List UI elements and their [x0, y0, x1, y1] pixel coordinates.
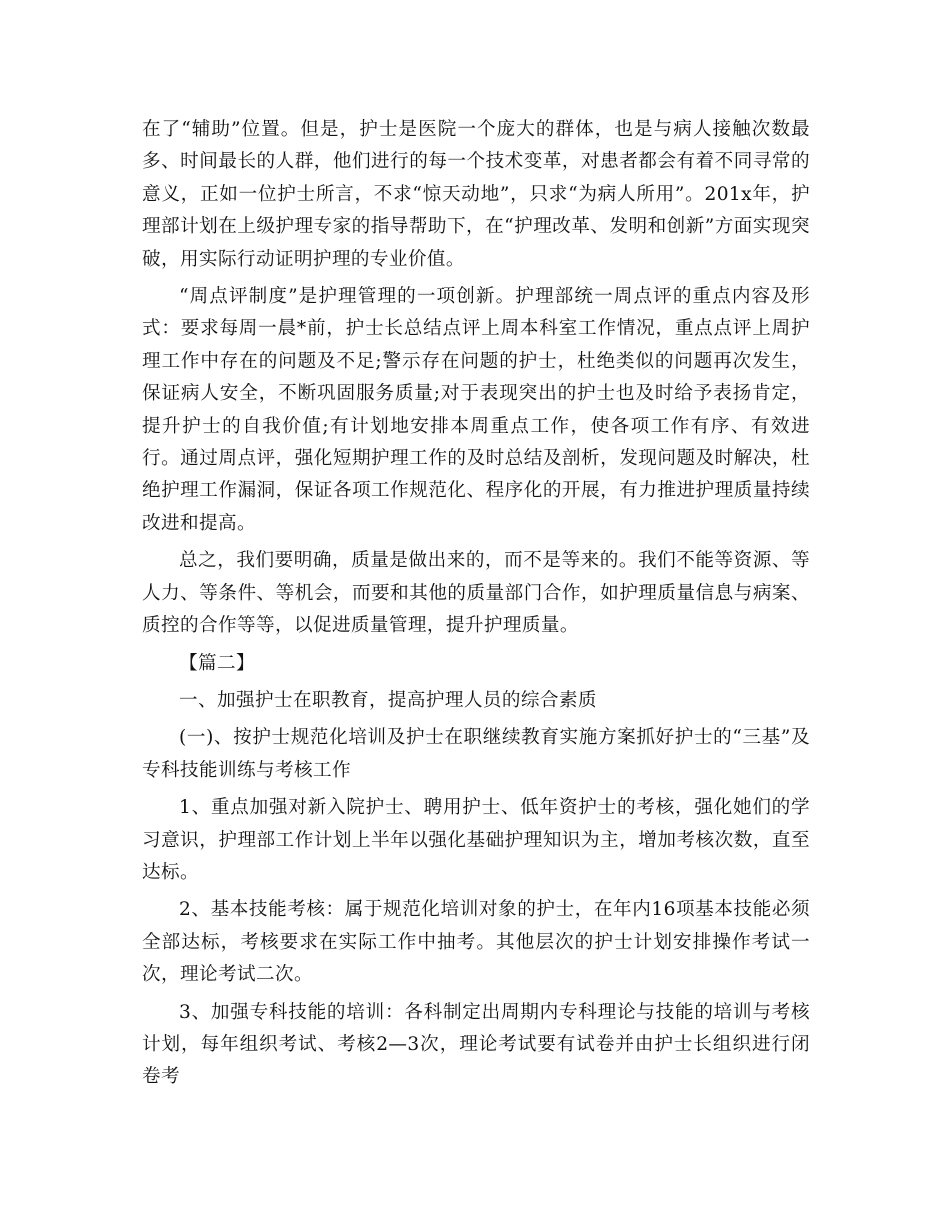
paragraph-continued: 在了“辅助”位置。但是，护士是医院一个庞大的群体，也是与病人接触次数最多、时间最长的人群，他们进行的每一个技术变革，对患者都会有着不同寻常的意义，正如一位护士所言，不求“惊天动地”，只求“为病人所用”。201x年，护理部计划在上级护理专家的指导帮助下，在“护理改革、发明和创新”方面实现突破，用实际行动证明护理的专业价值。 — [142, 119, 810, 270]
paragraph-summary: 总之，我们要明确，质量是做出来的，而不是等来的。我们不能等资源、等人力、等条件、等机会，而要和其他的质量部门合作，如护理质量信息与病案、质控的合作等等，以促进质量管理，提升护理质量。 — [142, 550, 810, 637]
list-item-2: 2、基本技能考核：属于规范化培训对象的护士，在年内16项基本技能必须全部达标，考核要求在实际工作中抽考。其他层次的护士计划安排操作考试一次，理论考试二次。 — [142, 899, 810, 986]
heading-in-service-education: 一、加强护士在职教育，提高护理人员的综合素质 — [179, 689, 597, 711]
subheading-training-assessment: (一)、按护士规范化培训及护士在职继续教育实施方案抓好护士的“三基”及专科技能训练与考核工作 — [142, 727, 810, 781]
list-item-1: 1、重点加强对新入院护士、聘用护士、低年资护士的考核，强化她们的学习意识，护理部工作计划上半年以强化基础护理知识为主，增加考核次数，直至达标。 — [142, 797, 810, 883]
list-item-3: 3、加强专科技能的培训：各科制定出周期内专科理论与技能的培训与考核计划，每年组织考试、考核2—3次，理论考试要有试卷并由护士长组织进行闭卷考 — [142, 1001, 810, 1088]
document-body — [142, 114, 810, 1099]
section-heading-part-two: 【篇二】 — [179, 652, 255, 674]
paragraph-weekly-review: “周点评制度”是护理管理的一项创新。护理部统一周点评的重点内容及形式：要求每周一晨*前，护士长总结点评上周本科室工作情况，重点点评上周护理工作中存在的问题及不足;警示存在问题的护士，杜绝类似的问题再次发生，保证病人安全，不断巩固服务质量;对于表现突出的护士也及时给予表扬肯定，提升护士的自我价值;有计划地安排本周重点工作，使各项工作有序、有效进行。通过周点评，强化短期护理工作的及时总结及剖析，发现问题及时解决，杜绝护理工作漏洞，保证各项工作规范化、程序化的开展，有力推进护理质量持续改进和提高。 — [142, 286, 810, 534]
